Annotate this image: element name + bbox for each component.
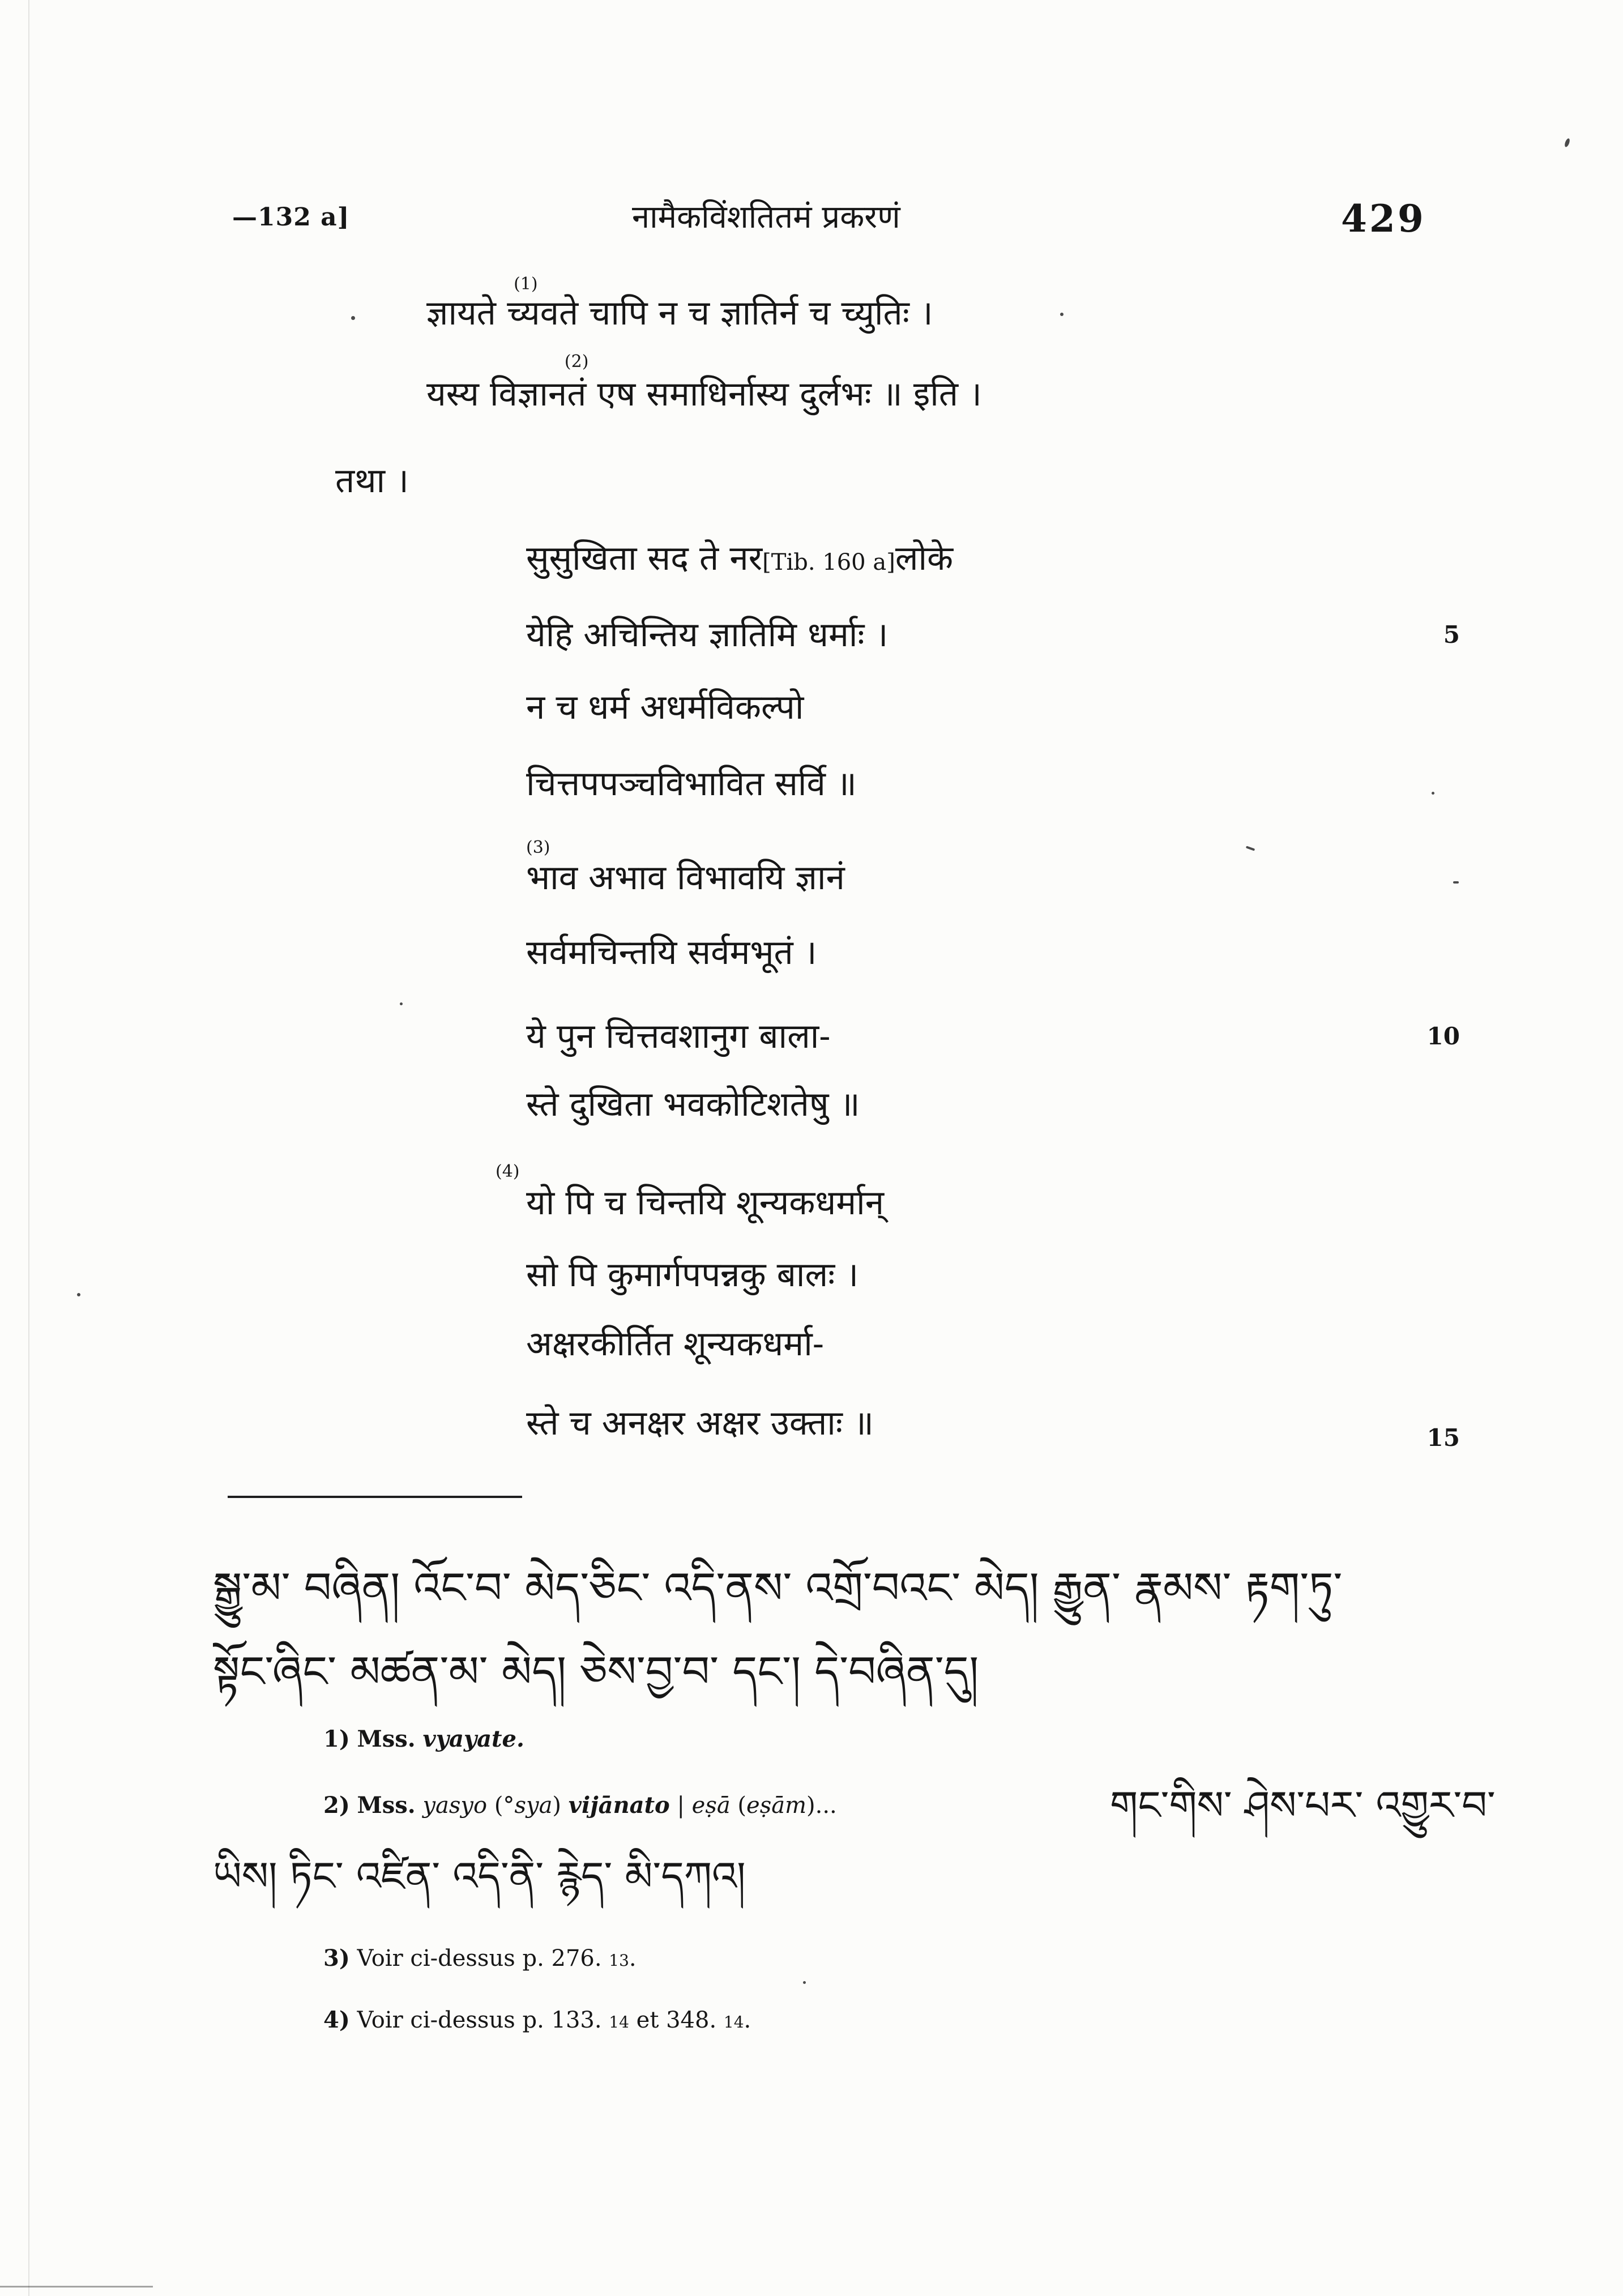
footnote-2 (323, 1790, 837, 1821)
alternative-text: eṣām (746, 1793, 807, 1819)
scan-speck (351, 316, 355, 320)
paren-open: (° (494, 1793, 515, 1819)
footnote-number: 1) (323, 1726, 350, 1752)
scan-speck (1564, 138, 1570, 147)
scan-speck (1246, 846, 1255, 851)
tatha-line: तथा । (335, 461, 409, 501)
annotated-line (496, 1162, 885, 1226)
annotated-word-text: विज्ञानतं (490, 374, 587, 414)
verse-line-4: चित्तपपञ्चविभावित सर्वि ॥ (526, 764, 857, 804)
page-edge-shadow (28, 0, 29, 2296)
footnote-number: 2) (323, 1792, 350, 1819)
scan-speck (1453, 881, 1459, 884)
verse-line-9 (496, 1162, 885, 1226)
footnote-marker: (2) (564, 352, 589, 372)
line-reference: 13 (609, 1951, 629, 1970)
tibetan-note-line-1: སྒྱུ་མ་ བཞིན། འོང་བ་ མེད་ཅིང་ འདི་ནས་ འགྲོ་བའང་ མེད། རྒྱུན་ རྣམས་ རྟག་ཏུ་ (213, 1563, 1343, 1613)
footnote-2-tibetan-1: གང་གིས་ ཤེས་པར་ འགྱུར་བ་ (1110, 1782, 1496, 1829)
variant-reading: vyayate. (422, 1726, 524, 1752)
annotated-word (507, 274, 579, 336)
scan-speck (77, 1293, 80, 1296)
prose-line-2-end: एष समाधिर्नास्य दुर्लभः ॥ इति । (586, 374, 982, 414)
footnote-marker: (1) (514, 274, 538, 294)
verse-line-1 (526, 536, 953, 585)
footnote-number: 3) (323, 1945, 350, 1971)
tibetan-folio-reference: [Tib. 160 a] (762, 549, 895, 575)
chapter-title: नामैकविंशतितमं प्रकरणं (632, 199, 900, 236)
annotated-word (490, 352, 589, 417)
scan-speck (1432, 792, 1434, 795)
scan-speck (400, 1002, 403, 1005)
bottom-edge-mark (0, 2286, 153, 2288)
verse-line-6: सर्वमचिन्तयि सर्वमभूतं । (526, 933, 817, 972)
prose-line-2-start: यस्य (426, 374, 490, 414)
manuscripts-label: Mss. (357, 1792, 416, 1819)
section-reference: —132 a] (232, 203, 350, 232)
cross-reference: Voir ci-dessus p. 133. (357, 2007, 602, 2033)
footnote-1 (323, 1723, 524, 1755)
prose-line-2 (426, 352, 982, 417)
footnote-3 (323, 1943, 637, 1977)
period: . (629, 1945, 637, 1971)
separator: | (677, 1793, 685, 1819)
alternative-text: sya (514, 1793, 553, 1819)
footnote-number: 4) (323, 2007, 350, 2033)
paren-close: ) (552, 1793, 562, 1819)
variant-reading: yasyo (422, 1793, 488, 1819)
verse-line-5-text: भाव अभाव विभावयि ज्ञानं (526, 858, 845, 898)
prose-line-1-end: चापि न च ज्ञातिर्न च च्युतिः । (578, 293, 933, 333)
line-reference: 14 (609, 2013, 629, 2032)
verse-line-3: न च धर्म अधर्मविकल्पो (526, 688, 804, 727)
verse-line-11: अक्षरकीर्तित शून्यकधर्मा- (526, 1324, 825, 1364)
line-number-15: 15 (1426, 1424, 1460, 1452)
footnote-divider (228, 1496, 522, 1498)
line-reference: 14 (723, 2013, 744, 2032)
page-number: 429 (1341, 197, 1426, 241)
manuscripts-label: Mss. (357, 1726, 416, 1752)
tibetan-note-line-2: སྟོང་ཞིང་ མཚན་མ་ མེད། ཅེས་བྱ་བ་ དང་། དེ་བཞིན་དུ། (213, 1646, 979, 1697)
prose-line-1 (426, 274, 933, 336)
verse-line-1-start: सुसुखिता सद ते नर (526, 539, 763, 578)
verse-line-7: ये पुन चित्तवशानुग बाला- (526, 1017, 831, 1056)
variant-reading: vijānato (568, 1792, 670, 1819)
verse-line-2: येहि अचिन्तिय ज्ञातिमि धर्माः । (526, 615, 889, 655)
footnote-marker: (4) (496, 1162, 520, 1181)
verse-line-9-text: यो पि च चिन्तयि शून्यकधर्मान् (526, 1183, 885, 1223)
scan-speck (803, 1981, 806, 1984)
verse-line-8: स्ते दुखिता भवकोटिशतेषु ॥ (526, 1085, 860, 1124)
period: . (744, 2007, 751, 2033)
variant-alternative (737, 1793, 836, 1819)
paren-close: )... (806, 1793, 837, 1819)
variant-reading: eṣā (691, 1793, 731, 1819)
cross-reference: Voir ci-dessus p. 276. (357, 1945, 602, 1971)
footnote-4 (323, 2004, 751, 2038)
annotated-line (526, 838, 845, 901)
scan-speck (1060, 313, 1064, 316)
verse-line-5 (526, 838, 845, 901)
verse-line-10: सो पि कुमार्गपपन्नकु बालः । (526, 1255, 859, 1295)
footnote-marker: (3) (526, 838, 550, 857)
annotated-word-text: च्यवते (507, 293, 579, 333)
line-number-10: 10 (1426, 1022, 1460, 1050)
variant-alternative (494, 1793, 561, 1819)
footnote-2-tibetan-2: ཡིས། ཏིང་ འཛིན་ འདི་ནི་ རྙེད་ མི་དཀའ། (213, 1853, 746, 1900)
verse-line-12: स्ते च अनक्षर अक्षर उक्ताः ॥ (526, 1403, 874, 1443)
prose-line-1-start: ज्ञायते (426, 293, 507, 333)
verse-line-1-end: लोके (895, 539, 954, 578)
paren-open: ( (737, 1793, 747, 1819)
line-number-5: 5 (1443, 621, 1460, 648)
cross-reference: et 348. (636, 2007, 717, 2033)
